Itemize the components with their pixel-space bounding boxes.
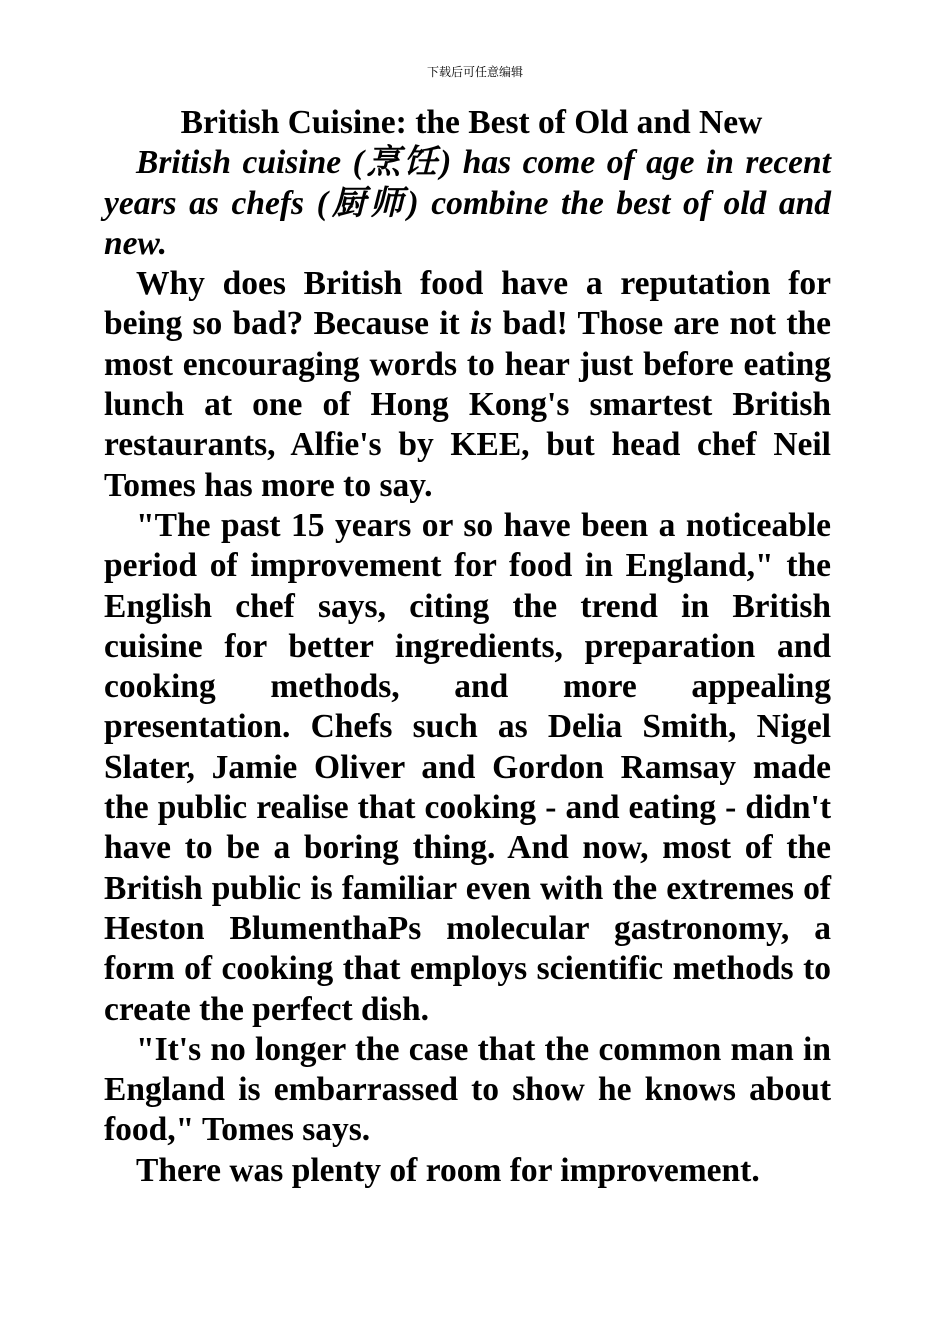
paragraph-1-emphasis: is — [469, 305, 493, 343]
paragraph-1 — [104, 264, 831, 506]
paragraph-1-text-a: Why does British food have a reputation for being so bad? Because it — [104, 265, 831, 343]
article-intro: British cuisine (烹饪) has come of age in recent years as chefs (厨师) combine the best of old and new. — [104, 144, 831, 262]
paragraph-3: "It's no longer the case that the common man in England is embarrassed to show he knows about food," Tomes says. — [104, 1030, 831, 1149]
article-body — [104, 103, 831, 1191]
article-title: British Cuisine: the Best of Old and New — [180, 104, 763, 141]
paragraph-1-text-b: bad! Those are not the most encouraging words to hear just before eating lunch at one of Hong Kong's smartest British restaurants, Alfie's by KEE, but head chef Neil Tomes has more to say. — [104, 305, 831, 504]
paragraph-2: "The past 15 years or so have been a noticeable period of improvement for food in England," the English chef says, citing the trend in British cuisine for better ingredients, preparation and cooking methods, and more appealing presentation. Chefs such as Delia Smith, Nigel Slater, Jamie Oliver and Gordon Ramsay made the public realise that cooking - and eating - didn't have to be a boring thing. And now, most of the British public is familiar even with the extremes of Heston BlumenthaPs molecular gastronomy, a form of cooking that employs scientific methods to create the perfect dish. — [104, 506, 831, 1028]
paragraph-4: There was plenty of room for improvement. — [136, 1151, 760, 1189]
page-header-note: 下载后可任意编辑 — [426, 65, 523, 79]
